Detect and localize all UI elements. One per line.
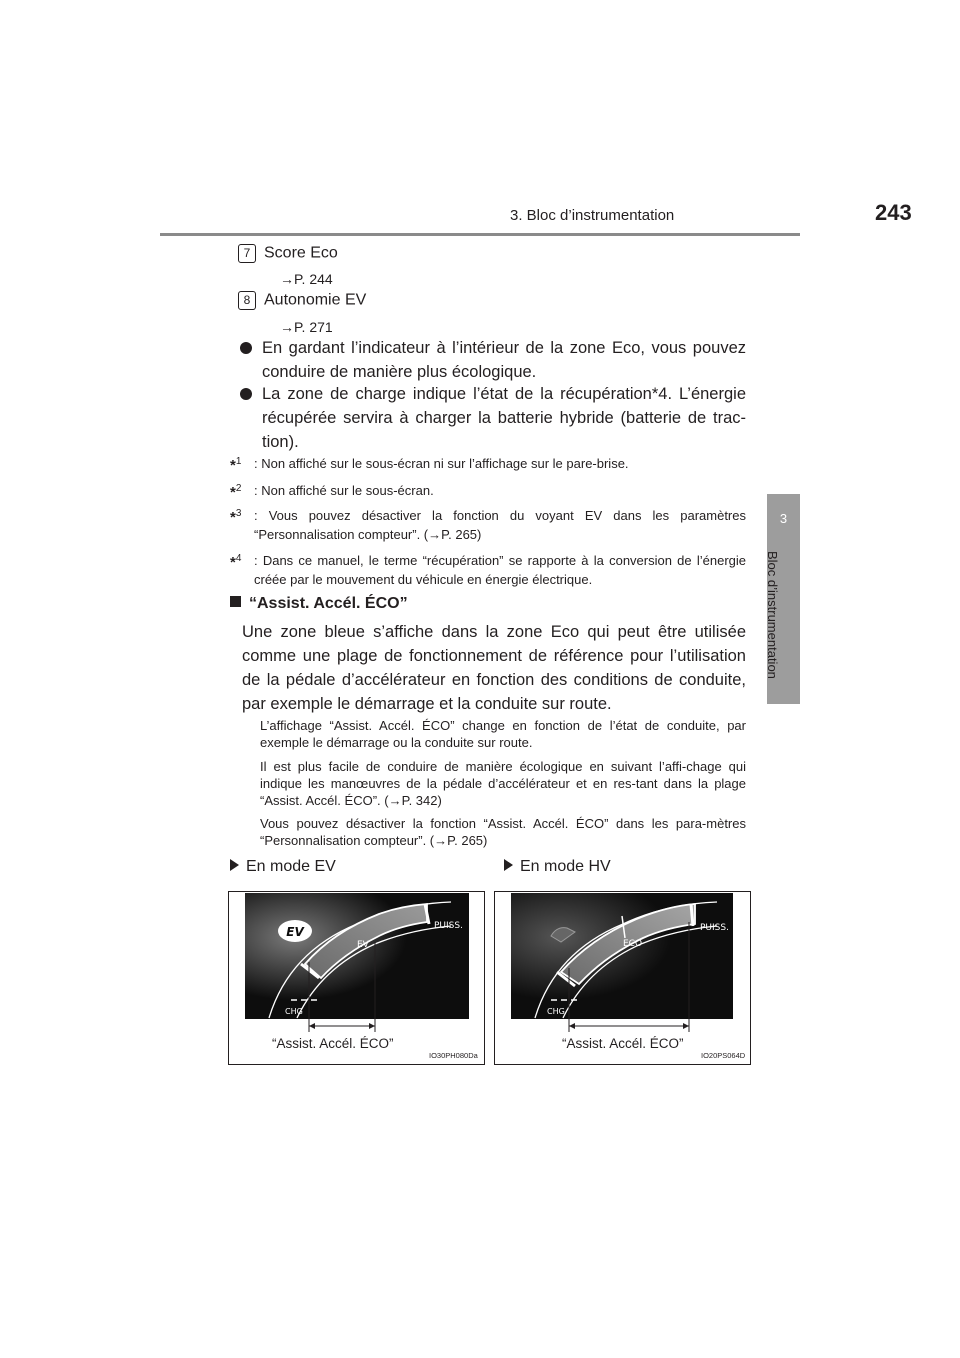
page-number: 243 [875, 200, 912, 225]
footnote [230, 551, 746, 589]
section-note: Vous pouvez désactiver la fonction “Assist. Accél. ÉCO” dans les para-mètres “Personnalisation compteur”. (→P. 265) [260, 816, 746, 848]
chapter-tab-label-wrap [765, 494, 801, 679]
item-number-badge: 7 [238, 244, 256, 263]
footnote-text: : Non affiché sur le sous-écran. [254, 483, 434, 498]
footnote [230, 506, 746, 544]
zone-label: EV [357, 940, 369, 950]
arrow-right-icon [369, 1023, 375, 1029]
footnote [230, 454, 746, 473]
bullet-item [240, 336, 746, 384]
arrow-left-icon [569, 1023, 575, 1029]
figure-caption: “Assist. Accél. ÉCO” [562, 1036, 684, 1051]
arrow-right-icon [683, 1023, 689, 1029]
figure-caption: “Assist. Accél. ÉCO” [272, 1036, 394, 1051]
item-label: Autonomie EV [264, 291, 367, 309]
figure-code: IO20PS064D [701, 1051, 746, 1060]
display-background [245, 893, 469, 1019]
section-square-icon [230, 596, 241, 607]
footnote-marker: *$^4$ [230, 553, 242, 571]
footnote-text: : Vous pouvez désactiver la fonction du voyant EV dans les paramètres “Personnalisation compteur”. (→P. 265) [254, 508, 746, 542]
ev-icon [278, 920, 312, 942]
footnote-marker: *$^1$ [230, 456, 242, 474]
power-label: PUISS. [700, 923, 729, 933]
header-rule [160, 233, 800, 236]
footnote-text: : Dans ce manuel, le terme “récupération” se rapporte à la conversion de l’énergie créée par le mouvement du véhicule en énergie électrique. [254, 553, 746, 587]
page-header [160, 0, 912, 236]
section-note: L’affichage “Assist. Accél. ÉCO” change en fonction de l’état de conduite, par exemple le démarrage ou la conduite sur route. [260, 718, 746, 750]
triangle-icon [230, 859, 239, 871]
mode-label-hv: En mode HV [504, 858, 611, 876]
bullet-text: La zone de charge indique l’état de la récupération*4. L’énergie récupérée servira à charger la batterie hybride (batterie de trac-tion). [262, 385, 746, 451]
figure-code: IO30PH080Da [429, 1051, 478, 1060]
figure-hv-mode [494, 891, 751, 1065]
section-note: Il est plus facile de conduire de manière écologique en suivant l’affi-chage qui indique les manœuvres de la pédale d’accélérateur et en res-tant dans la plage “Assist. Accél. ÉCO”. (→P. 342) [260, 759, 746, 808]
item-autonomie-ev [238, 291, 366, 310]
footnote-marker: *$^3$ [230, 508, 242, 526]
bullet-dot [240, 388, 252, 400]
bullet-dot [240, 342, 252, 354]
bullet-text: En gardant l’indicateur à l’intérieur de la zone Eco, vous pouvez conduire de manière plus écologique. [262, 339, 746, 381]
charge-label: CHG [285, 1007, 303, 1016]
item-score-eco [238, 244, 338, 263]
display-background [511, 893, 733, 1019]
power-label: PUISS. [434, 921, 463, 931]
chapter-tab-number: 3 [779, 511, 788, 526]
power-marker [691, 904, 693, 926]
item-label: Score Eco [264, 244, 338, 262]
svg-text:EV: EV [286, 925, 304, 939]
zone-label: ECO [623, 939, 643, 949]
figure-ev-mode [228, 891, 485, 1065]
chapter-title: 3. Bloc d’instrumentation [510, 207, 675, 224]
footnote-text: : Non affiché sur le sous-écran ni sur l’affichage sur le pare-brise. [254, 456, 629, 471]
bullet-item [240, 382, 746, 454]
triangle-icon [504, 859, 513, 871]
mode-label-ev: En mode EV [230, 858, 336, 876]
section-title: “Assist. Accél. ÉCO” [249, 595, 408, 612]
section-heading [230, 595, 408, 613]
page-reference: →P. 271 [280, 319, 333, 335]
footnote [230, 481, 746, 500]
item-number-badge: 8 [238, 291, 256, 310]
chapter-tab-label: Bloc d’instrumentation [765, 551, 780, 679]
charge-label: CHG [547, 1007, 565, 1016]
footnote-marker: *$^2$ [230, 483, 242, 501]
page-reference: →P. 244 [280, 271, 333, 287]
arrow-left-icon [309, 1023, 315, 1029]
section-body: Une zone bleue s’affiche dans la zone Eco qui peut être utilisée comme une plage de fonctionnement de référence pour l’utilisation de la pédale d’accélérateur en fonction des conditions de conduite, par exemple le démarrage et la conduite sur route. [242, 623, 746, 713]
